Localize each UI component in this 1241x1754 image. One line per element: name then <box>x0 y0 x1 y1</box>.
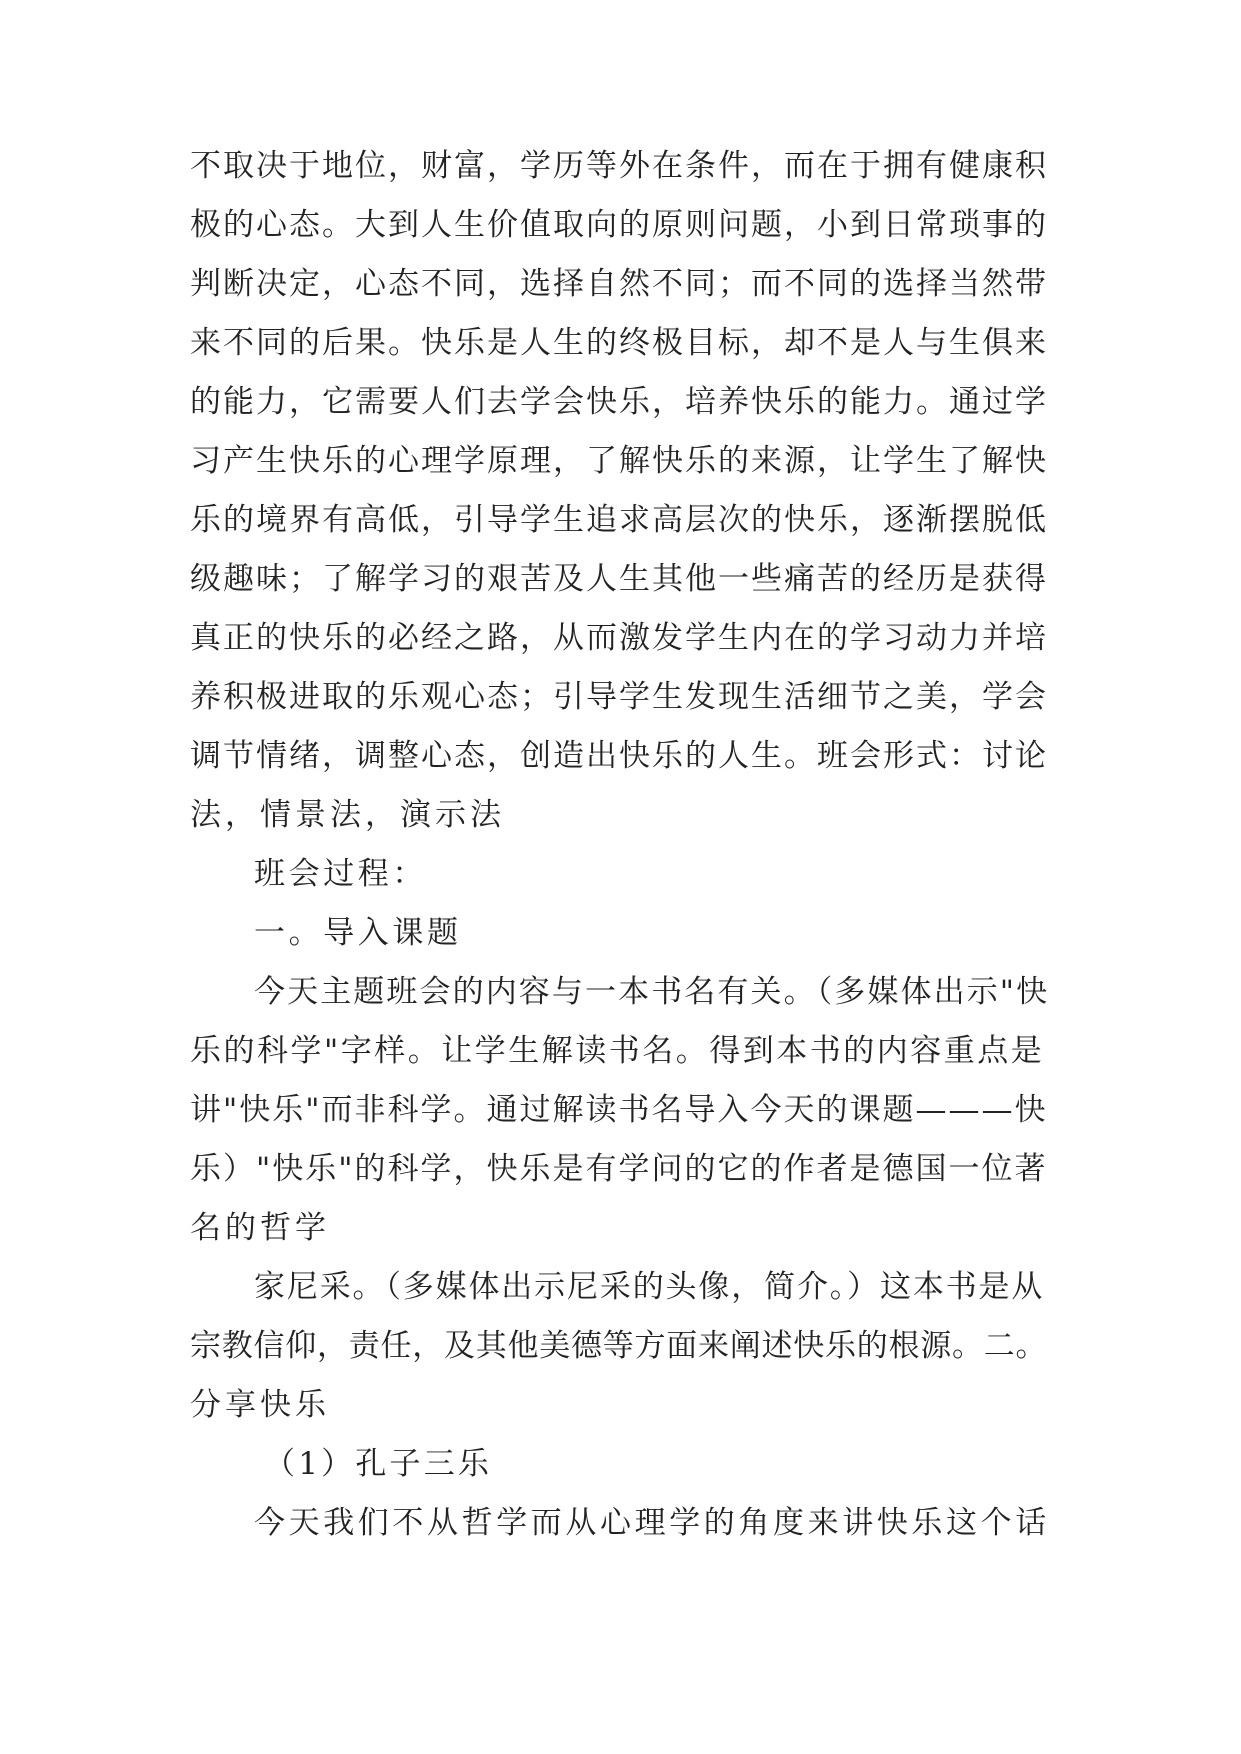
text-line: 今天我们不从哲学而从心理学的角度来讲快乐这个话 <box>254 1505 1050 1541</box>
text-line: 家尼采。（多媒体出示尼采的头像，简介。）这本书是从 <box>254 1269 1045 1305</box>
text-line: 真正的快乐的必经之路，从而激发学生内在的学习动力并培 <box>190 620 1048 656</box>
text-line: 级趣味；了解学习的艰苦及人生其他一些痛苦的经历是获得 <box>190 561 1048 597</box>
section-heading: 班会过程： <box>254 856 427 892</box>
text-line: 调节情绪，调整心态，创造出快乐的人生。班会形式：讨论 <box>190 738 1048 774</box>
text-line: 的能力，它需要人们去学会快乐，培养快乐的能力。通过学 <box>190 384 1048 420</box>
text-line: 讲"快乐"而非科学。通过解读书名导入今天的课题———快 <box>190 1092 1048 1128</box>
text-line: 习产生快乐的心理学原理，了解快乐的来源，让学生了解快 <box>190 443 1048 479</box>
text-line: 乐）"快乐"的科学，快乐是有学问的它的作者是德国一位著 <box>190 1151 1048 1187</box>
text-line: 养积极进取的乐观心态；引导学生发现生活细节之美，学会 <box>190 679 1048 715</box>
text-line: 乐的科学"字样。让学生解读书名。得到本书的内容重点是 <box>190 1033 1045 1069</box>
text-line: 今天主题班会的内容与一本书名有关。（多媒体出示"快 <box>254 974 1050 1010</box>
text-line: 判断决定，心态不同，选择自然不同；而不同的选择当然带 <box>190 266 1048 302</box>
text-line: 分享快乐 <box>190 1387 330 1423</box>
text-line: 乐的境界有高低，引导学生追求高层次的快乐，逐渐摆脱低 <box>190 502 1048 538</box>
text-line: 宗教信仰，责任，及其他美德等方面来阐述快乐的根源。二。 <box>190 1328 1048 1364</box>
text-line: 名的哲学 <box>190 1210 330 1246</box>
section-heading: （1）孔子三乐 <box>264 1446 493 1482</box>
text-line: 来不同的后果。快乐是人生的终极目标，却不是人与生俱来 <box>190 325 1048 361</box>
text-line: 极的心态。大到人生价值取向的原则问题，小到日常琐事的 <box>190 207 1048 243</box>
section-heading: 一。导入课题 <box>254 915 462 951</box>
text-line: 不取决于地位，财富，学历等外在条件，而在于拥有健康积 <box>190 148 1048 184</box>
text-line: 法，情景法，演示法 <box>190 797 505 833</box>
